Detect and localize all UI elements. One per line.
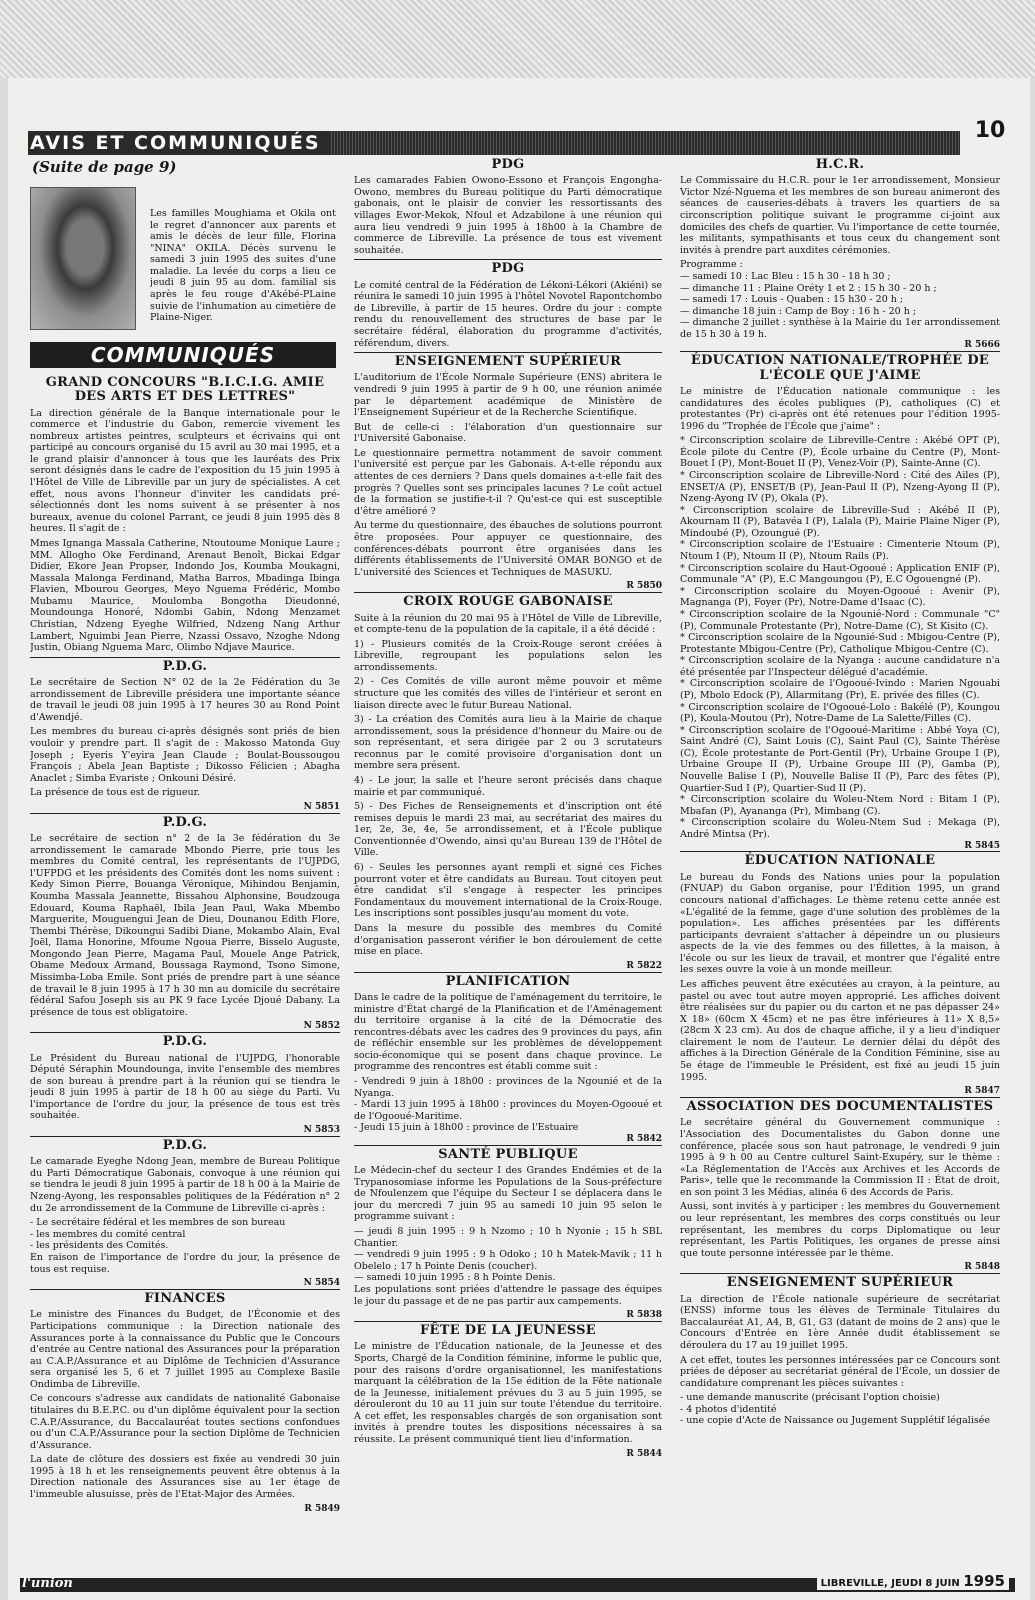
list-item: — dimanche 2 juillet : synthèse à la Mairie du 1er arrondissement de 15 h 30 à 19 h. xyxy=(680,317,1000,340)
reference-code: R 5848 xyxy=(964,1262,1000,1273)
list-item: - les présidents des Comités. xyxy=(30,1240,169,1252)
circonscription-item: * Circonscription scolaire de la Ngounié-Sud : Mbigou-Centre (P), Protestante Mbigou-Centre (Pr), Catholique Mbigou-Centre (C). xyxy=(680,632,1000,655)
reference-code: R 5822 xyxy=(626,960,662,971)
education-paragraph: Le bureau du Fonds des Nations unies pour la population (FNUAP) du Gabon organise, pour l'Édition 1995, un grand concours national d'affichages. Le thème retenu cette année est «L'égalité de la femme, gage d'une solution des problèmes de la population». Les affiches présentées par les différents participants devraient s'attacher à dépeindre un ou plusieurs aspects de la vie des femmes ou des fillettes, à la maison, à l'école ou sur les lieux de travail, et montrer que l'égalité entre les sexes ouvre la voie à un monde meilleur. xyxy=(680,871,1000,976)
circonscription-item: * Circonscription scolaire du Haut-Ogooué : Application ENIF (P), Communale "A" (P), E.C Mangoungou (P), E.C Ogouengné (P). xyxy=(680,562,1000,586)
list-item: — jeudi 8 juin 1995 : 9 h Nzomo ; 10 h Nyonie ; 15 h SBL Chantier. xyxy=(354,1226,662,1249)
list-item: - Jeudi 15 juin à 18h00 : province de l'Estuaire xyxy=(354,1122,579,1134)
circonscription-item: * Circonscription scolaire du Woleu-Ntem Nord : Bitam I (P), Mbafan (P), Ayananga (Pr), Mimbang (C). xyxy=(680,794,1000,817)
list-item: — dimanche 11 : Plaine Oréty 1 et 2 : 15 h 30 - 20 h ; xyxy=(680,282,937,294)
pdg-heading: P.D.G. xyxy=(162,658,208,674)
section-masthead xyxy=(28,131,960,155)
divider xyxy=(30,1289,340,1290)
croix-rouge-paragraph: 5) - Des Fiches de Renseignements et d'inscription ont été remises depuis le mardi 23 mai, au secrétariat des maires du 1er, 2e, 3e, 4e, 5e arrondissement, et à l'École publique Conventionnée d'Owendo, ainsi qu'au Bureau 139 de l'Hôtel de Ville. xyxy=(354,801,662,859)
divider xyxy=(354,1145,662,1146)
divider xyxy=(30,813,340,814)
croix-rouge-paragraph: Dans la mesure du possible des membres du Comité d'organisation passeront vérifier le bon déroulement de cette mise en place. xyxy=(354,922,662,958)
finances-paragraph: La date de clôture des dossiers est fixée au vendredi 30 juin 1995 à 18 h et les renseignements peuvent être obtenus à la Direction nationale des Assurances sise au 1er étage de l'immeuble alusuisse, près de l'Etat-Major des Armées. xyxy=(30,1454,340,1501)
divider xyxy=(354,352,662,353)
enseignement-paragraph: La direction de l'École nationale supérieure de secrétariat (ENSS) informe tous les élèves de Terminale Titulaires du Baccalauréat A1, A4, B, G1, G3 (datant de moins de 2 ans) que le Concours d'Entrée en 1ère Année dudit établissement se déroulera du 17 au 19 juillet 1995. xyxy=(680,1293,1000,1351)
section-title: AVIS ET COMMUNIQUÉS xyxy=(28,131,329,155)
footer-city-date: LIBREVILLE, JEUDI 8 JUIN xyxy=(820,1578,960,1589)
pdg-paragraph: Le comité central de la Fédération de Lékoni-Lékori (Akiéni) se réunira le samedi 10 juin 1995 à l'hôtel Novotel Rapontchombo de Libreville, à partir de 15 heures. Ordre du jour : compte rendu du renouvellement des structures de base par le secrétaire fédéral, élaboration du programme d'activités, référendum, divers. xyxy=(354,279,662,349)
finances-heading: FINANCES xyxy=(144,1291,226,1307)
page-footer xyxy=(20,1572,1015,1592)
footer-dateline xyxy=(817,1572,1009,1590)
reference-code: R 5838 xyxy=(626,1310,662,1321)
enseignement-paragraph: A cet effet, toutes les personnes intéressées par ce Concours sont priées de déposer au secrétariat général de l'École, un dossier de candidature comprenant les pièces suivantes : xyxy=(680,1354,1000,1389)
enseignement-paragraph: L'auditorium de l'École Normale Supérieure (ENS) abritera le vendredi 9 juin 1995 à partir de 9 h 00, une réunion animée par le département académique de Ministère de l'Enseignement Supérieur et de la Recherche Scientifique. xyxy=(354,372,662,419)
masthead-stripe xyxy=(328,131,960,155)
hcr-paragraph: Le Commissaire du H.C.R. pour le 1er arrondissement, Monsieur Victor Nzé-Nguema et les membres de son bureau animeront des séances de causeries-débats à travers les quartiers de sa circonscription politique suivant le programme ci-joint aux domiciles des chefs de quartier. Vu l'importance de cette tournée, les militants, sympathisants et tous ceux du changement sont invités à prendre part auxdites cérémonies. xyxy=(680,175,1000,256)
communiques-banner: COMMUNIQUÉS xyxy=(30,342,336,368)
enseignement-heading: ENSEIGNEMENT SUPÉRIEUR xyxy=(726,1275,954,1291)
list-item: - 4 photos d'identité xyxy=(680,1403,777,1415)
documentalistes-paragraph: Le secrétaire général du Gouvernement communique : l'Association des Documentalistes du Gabon donne une conférence, placée sous son haut patronage, le vendredi 9 juin 1995 à 9 h 00 au Centre culturel Saint-Exupéry, sur le thème : «La Réglementation de l'Accès aux Archives et les Accords de Paris», telle que le recommande la Commission II : État de droit, en son point 3 les Médias, alinéa 6 des Accords de Paris. xyxy=(680,1117,1000,1198)
pdg-paragraph: Le camarade Eyeghe Ndong Jean, membre de Bureau Politique du Parti Démocratique Gabonais, convoque à une réunion qui se tiendra le jeudi 8 juin 1995 à partir de 18 h 00 à la Mairie de Nzeng-Ayong, les responsables politiques de la Fédération n° 2 du 2e arrondissement de la Commune de Libreville ci-après : xyxy=(30,1156,340,1214)
planification-heading: PLANIFICATION xyxy=(445,973,571,989)
finances-paragraph: Ce concours s'adresse aux candidats de nationalité Gabonaise titulaires du B.E.P.C. ou d'un diplôme équivalent pour la section C.A.P./Assurance, du Baccalauréat toutes sections confondues ou d'un C.A.P./Assurance pour la section Diplôme de Technicien d'Assurance. xyxy=(30,1393,340,1451)
planification-paragraph: Dans le cadre de la politique de l'aménagement du territoire, le ministre d'État chargé de la Planification et de l'Aménagement du territoire organise à la cité de la Démocratie des rencontres-débats avec les cadres des 9 provinces du pays, afin de réfléchir ensemble sur les problèmes de développement socio-économique qui se posent dans chaque province. Le programme des rencontres est établi comme suit : xyxy=(354,991,662,1073)
divider xyxy=(354,1321,662,1322)
pdg-paragraph: Le secrétaire de Section N° 02 de la 2e Fédération du 3e arrondissement de Libreville présidera une importante séance de travail le jeudi 08 juin 1995 à 17 heures 30 au Rond Point d'Awendjé. xyxy=(30,677,340,723)
list-item: — samedi 10 juin 1995 : 8 h Pointe Denis. xyxy=(354,1272,556,1284)
column-2 xyxy=(354,156,662,1570)
sante-paragraph: Le Médecin-chef du secteur I des Grandes Endémies et de la Trypanosomiase informe les Populations de la Sous-préfecture de Nfoulenzem que l'équipe du Secteur I se déplacera dans le jour du mercredi 7 juin 95 au samedi 10 juin 95 selon le programme suivant : xyxy=(354,1165,662,1223)
divider xyxy=(354,972,662,973)
reference-code: N 5852 xyxy=(303,1021,340,1032)
enseignement-paragraph: Le questionnaire permettra notamment de savoir comment l'université est perçue par les Gabonais. A-t-elle répondu aux attentes de ces derniers ? Dans quels domaines a-t-elle fait des progrès ? Quelles sont ses principales lacunes ? Le coût actuel de la formation se justifie-t-il ? Qu'est-ce qui est susceptible d'être amélioré ? xyxy=(354,447,662,517)
sante-heading: SANTÉ PUBLIQUE xyxy=(438,1146,578,1162)
reference-code: R 5845 xyxy=(964,840,1000,851)
enseignement-paragraph: Au terme du questionnaire, des ébauches de solutions pourront être proposées. Pour appuyer ce questionnaire, des conférences-débats pourront être organisées dans les différents établissements de l'Université OMAR BONGO et de L'université des Sciences et Techniques de MASUKU. xyxy=(354,520,662,578)
scan-top-edge xyxy=(0,0,1035,78)
fete-paragraph: Le ministre de l'Éducation nationale, de la Jeunesse et des Sports, Chargé de la Condition féminine, informe le public que, pour des raisons d'ordre organisationnel, les manifestations marquant la célébration de la 15e édition de la Fête nationale de la Jeunesse, initialement prévues du 3 au 5 juin 1995, se dérouleront du 10 au 11 juin sur toute l'étendue du territoire. A cet effet, les responsables chargés de son organisation sont invités à prendre toutes les dispositions nécessaires à sa réussite. Le présent communiqué tient lieu d'information. xyxy=(354,1341,662,1445)
list-item: - Mardi 13 juin 1995 à 18h00 : provinces du Moyen-Ogooué et de l'Ogooué-Maritime. xyxy=(354,1099,662,1122)
circonscription-item: * Circonscription scolaire de l'Ogooué-Ivindo : Marien Ngouabi (P), Mbolo Edock (P), Allarmitang (Pr), E. privée des filles (C). xyxy=(680,678,1000,701)
pdg-paragraph: La présence de tous est de rigueur. xyxy=(30,787,201,799)
page-number: 10 xyxy=(974,118,1006,143)
circonscription-item: * Circonscription scolaire de Libreville-Centre : Akébé OPT (P), École pilote du Centre (P), École urbaine du Centre (P), Mont-Bouet I (P), Mont-Bouet II (P), Venez-Voir (P), Sainte-Anne (C). xyxy=(680,435,1000,470)
croix-rouge-paragraph: 2) - Ces Comités de ville auront même pouvoir et même structure que les comités des villes de l'intérieur et seront en liaison directe avec le futur Bureau National. xyxy=(354,676,662,711)
circonscription-item: * Circonscription scolaire de la Nyanga : aucune candidature n'a été présentée par l'Inspecteur délégué d'académie. xyxy=(680,655,1000,678)
list-item: - Le secrétaire fédéral et les membres de son bureau xyxy=(30,1217,286,1229)
reference-code: R 5850 xyxy=(626,581,662,592)
documentalistes-heading: ASSOCIATION DES DOCUMENTALISTES xyxy=(686,1099,994,1115)
column-1 xyxy=(30,374,340,1570)
circonscription-item: * Circonscription scolaire de l'Ogooué-Lolo : Bakélé (P), Koungou (P), Koula-Moutou (Pr), Notre-Dame de La Salette/Filles (C). xyxy=(680,701,1000,725)
pdg-paragraph: En raison de l'importance de l'ordre du jour, la présence de tous est requise. xyxy=(30,1251,340,1275)
fete-heading: FÊTE DE LA JEUNESSE xyxy=(420,1323,596,1339)
enseignement-paragraph: But de celle-ci : l'élaboration d'un questionnaire sur l'Université Gabonaise. xyxy=(354,421,662,445)
reference-code: R 5847 xyxy=(964,1086,1000,1097)
croix-rouge-paragraph: 6) - Seules les personnes ayant rempli et signé ces Fiches pourront voter et être candidats au Bureau. Tout citoyen peut être candidat s'il s'engage à respecter les principes Fondamentaux du mouvement international de la Croix-Rouge. Les inscriptions sont possibles jusqu'au moment du vote. xyxy=(354,862,662,920)
continuation-note: (Suite de page 9) xyxy=(32,158,177,176)
divider xyxy=(680,1097,1000,1098)
divider xyxy=(30,1136,340,1137)
divider xyxy=(354,259,662,260)
column-3 xyxy=(680,156,1000,1570)
education-paragraph: Le ministre de l'Éducation nationale communique : les candidatures des écoles publiques (P), catholiques (C) et protestantes (Pr) ci-après ont été retenues pour l'édition 1995-1996 du "Trophée de l'École que j'aime" : xyxy=(680,385,1000,432)
list-item: — samedi 17 : Louis - Quaben : 15 h30 - 20 h ; xyxy=(680,294,904,306)
reference-code: R 5842 xyxy=(626,1133,662,1144)
list-item: — dimanche 18 juin : Camp de Boy : 16 h - 20 h ; xyxy=(680,305,917,317)
enseignement-heading: ENSEIGNEMENT SUPÉRIEUR xyxy=(394,354,622,370)
pdg-paragraph: Les camarades Fabien Owono-Essono et François Engongha-Owono, membres du Bureau politique du Parti démocratique gabonais, ont le plaisir de convier les ressortissants des villages Ewor-Mekok, Nfoul et Adzabilone à une réunion qui aura lieu vendredi 9 juin 1995 à 18h00 à la Chambre de commerce de Libreville. La présence de tous est vivement souhaitée. xyxy=(354,175,662,256)
reference-code: R 5666 xyxy=(964,340,1000,351)
pdg-heading: P.D.G. xyxy=(162,814,208,830)
education-paragraph: Les affiches peuvent être exécutées au crayon, à la peinture, au pastel ou avec tout autre moyen approprié. Les affiches doivent être réalisées sur du papier ou du carton et ne pas dépasser 24» X 18» (60cm X 45cm) et ne pas être inférieures à 11» X 8,5» (28cm X 23 cm). Au dos de chaque affiche, il y a lieu d'indiquer clairement le nom de l'auteur. Le dernier délai du dépôt des affiches à la Direction Générale de la Condition Féminine, sise au 5e étage de l'immeuble le Président, est fixé au jeudi 15 juin 1995. xyxy=(680,978,1000,1083)
newspaper-logo: l'union xyxy=(22,1576,73,1591)
concours-paragraph: Mmes Ignanga Massala Catherine, Ntoutoume Monique Laure ; MM. Allogho Oke Ferdinand, Arenaut Benoît, Bickai Edgar Didier, Ekore Jean Propser, Indondo Jos, Koumba Moukagni, Massala Malonga Ferdinand, Matha Barros, Mbadinga Ibinga Flavien, Mbourou Georges, Meyo Nguema Frédéric, Mombo Mubamu Maurice, Moulomba Bongotha Dieudonné, Moundounga Honoré, Ndombi Gabin, Ndong Menzamet Christian, Ndzeng Eyeghe Wilfried, Ndzeng Nang Arthur Lambert, Nguimbi Jean Pierre, Nzassi Ossavo, Nzoghe Ndong Justin, Obiang Nguema Marc, Olimbo Ndjave Maurice. xyxy=(30,537,340,654)
finances-paragraph: Le ministre des Finances du Budget, de l'Économie et des Participations communique : la Direction nationale des Assurances porte à la connaissance du Public que le Concours d'entrée au Centre national des Assurances pour la préparation au C.A.P./Assurance et au Diplôme de Technicien d'Assurance sera organisé les 5, 6 et 7 juillet 1995 au Complexe Basile Ondimba de Libreville. xyxy=(30,1309,340,1390)
divider xyxy=(30,657,340,658)
circonscription-item: * Circonscription scolaire du Woleu-Ntem Sud : Mekaga (P), André Mintsa (Pr). xyxy=(680,817,1000,840)
hcr-program-label: Programme : xyxy=(680,259,743,271)
pdg-heading: P.D.G. xyxy=(162,1138,208,1154)
pdg-paragraph: Le secrétaire de section n° 2 de la 3e fédération du 3e arrondissement le camarade Mbondo Pierre, prie tous les membres du Comité central, les représentants de l'UJPDG, l'UFPDG et les présidents des Comités dont les noms suivent : Kedy Simon Pierre, Bouanga Véronique, Mihindou Benjamin, Koumba Massala Jeannette, Bissahou Alphonsine, Boudzouga Edouard, Kouma Raphaël, Ibila Jean Paul, Waka Mbembo Marguerite, Mouguengui Jean de Dieu, Dounanou Edith Flore, Thembi Thérèse, Dikoungui Sadibi Diane, Mokambo Alain, Eval Joël, Ilama Honorine, Mfoume Ngoua Pierre, Bisselo Auguste, Mongondo Jean Pierre, Magama Paul, Mouele Ange Patrick, Obame Medoux Armand, Boussaga Raymond, Tsono Simone, Missimba-Loba Emile. Sont priés de prendre part à une séance de travail le 8 juin 1995 à 17 h 30 mn au domicile du secrétaire fédéral Safou Joseph sis au PK 9 face Lycée Djoué Dabany. La présence de tous est obligatoire. xyxy=(30,833,340,1018)
list-item: - les membres du comité central xyxy=(30,1228,186,1240)
pdg-paragraph: Les membres du bureau ci-après désignés sont priés de bien vouloir y prendre part. Il s'agit de : Makosso Matonda Guy Joseph ; Eyeris Y'eyira Jean Claude ; Boulat-Boussougou François ; Abela Jean Baptiste ; Dikosso Félicien ; Abagha Anaclet ; Simba Evariste ; Onkouni Désiré. xyxy=(30,726,340,784)
reference-code: N 5851 xyxy=(303,801,340,812)
croix-rouge-paragraph: 3) - La création des Comités aura lieu à la Mairie de chaque arrondissement, sous la présidence d'honneur du Maire ou de son représentant, et sera dirigée par 2 ou 3 scrutateurs reconnus par le comité provisoire d'organisation dont un membre sera présent. xyxy=(354,714,662,772)
obituary-text: Les familles Moughiama et Okila ont le regret d'annoncer aux parents et amis le décès de leur fille, Florina "NINA" OKILA. Décès survenu le samedi 3 juin 1995 des suites d'une maladie. La levée du corps a lieu ce jeudi 8 juin 95 au dom. familial sis après le feu rouge d'Akébé-PLaine suivie de l'inhumation au cimetière de Plaine-Niger. xyxy=(150,208,336,324)
circonscription-item: * Circonscription scolaire du Moyen-Ogooué : Avenir (P), Magnanga (P), Foyer (Pr), Notre-Dame d'Isaac (C). xyxy=(680,585,1000,609)
footer-year: 1995 xyxy=(963,1572,1005,1590)
reference-code: R 5844 xyxy=(626,1448,662,1459)
concours-heading: GRAND CONCOURS "B.I.C.I.G. AMIE DES ARTS ET DES LETTRES" xyxy=(45,375,325,405)
circonscription-item: * Circonscription scolaire de l'Estuaire : Cimenterie Ntoum (P), Ntoum I (P), Ntoum II (P), Ntoum Rails (P). xyxy=(680,539,1000,563)
list-item: - une demande manuscrite (précisant l'option choisie) xyxy=(680,1392,940,1404)
circonscription-item: * Circonscription scolaire de la Ngounié-Nord : Communale "C" (P), Communale Protestante (Pr), Notre-Dame (C), St Kisito (C). xyxy=(680,608,1000,632)
croix-rouge-paragraph: 1) - Plusieurs comités de la Croix-Rouge seront créées à Libreville, regroupant les populations selon les arrondissements. xyxy=(354,638,662,673)
reference-code: N 5854 xyxy=(303,1278,340,1289)
list-item: - une copie d'Acte de Naissance ou Jugement Supplétif légalisée xyxy=(680,1415,990,1427)
circonscription-item: * Circonscription scolaire de l'Ogooué-Maritime : Abbé Yoya (C), Saint André (C), Saint Louis (C), Saint Paul (C), Sainte Thérèse (C), École protestante de Port-Gentil (Pr), Urbaine Groupe I (P), Urbaine Groupe II (P), Urbaine Groupe III (P), Gamba (P), Nouvelle Balise I (P), Nouvelle Balise II (P), Parc des fêtes (P), Quartier-Sud I (P), Quartier-Sud II (P). xyxy=(680,724,1000,794)
circonscription-item: * Circonscription scolaire de Libreville-Nord : Cité des Ailes (P), ENSET/A (P), ENSET/B (P), Jean-Paul II (P), Nzeng-Ayong II (P), Nzeng-Ayong IV (P), Okala (P). xyxy=(680,470,1000,505)
documentalistes-paragraph: Aussi, sont invités à y participer : les membres du Gouvernement ou leur représentant, les membres des corps constitués ou leur représentant, les membres du corps Diplomatique ou leur représentant, les Partis Politiques, les organes de presse ainsi que toute personne intéressée par le thème. xyxy=(680,1201,1000,1259)
pdg-paragraph: Le Président du Bureau national de l'UJPDG, l'honorable Député Séraphin Moundounga, invite l'ensemble des membres de son bureau à prendre part à la réunion qui se tiendra le jeudi 8 juin 1995 à partir de 18 h 00 au siège du Parti. Vu l'importance de l'ordre du jour, la présence de tous est très souhaitée. xyxy=(30,1052,340,1122)
pdg-heading: PDG xyxy=(491,157,525,172)
list-item: — vendredi 9 juin 1995 : 9 h Odoko ; 10 h Matek-Mavik ; 11 h Obelelo ; 17 h Pointe Denis (coucher). xyxy=(354,1249,662,1272)
obituary-notice xyxy=(150,208,336,327)
obituary-portrait-photo xyxy=(30,187,136,330)
education-trophee-heading: ÉDUCATION NATIONALE/TROPHÉE DE L'ÉCOLE QUE J'AIME xyxy=(690,353,990,383)
sante-paragraph: Les populations sont priées d'attendre le passage des équipes le jour du passage et de ne pas partir aux campements. xyxy=(354,1283,662,1307)
list-item: — samedi 10 : Lac Bleu : 15 h 30 - 18 h 30 ; xyxy=(680,270,891,282)
concours-paragraph: La direction générale de la Banque internationale pour le commerce et l'industrie du Gabon, remercie vivement les nombreux artistes peintres, sculpteurs et écrivains qui ont participé au concours organisé du 15 avril au 30 mai 1995, et a le grand plaisir d'annoncer à tous que les lauréats des Prix seront désignés dans le cadre de l'exposition du 15 juin 1995 à l'Hôtel de Ville de Libreville par un jury de spécialistes. A cet effet, nous avons l'honneur d'inviter les candidats pré-sélectionnés dont les noms suivent à se présenter à nos bureaux, avenue du colonel Parrant, ce jeudi 8 juin 1995 dès 8 heures. Il s'agit de : xyxy=(30,407,340,535)
list-item: - Vendredi 9 juin à 18h00 : provinces de la Ngounié et de la Nyanga. xyxy=(354,1076,662,1099)
croix-rouge-paragraph: 4) - Le jour, la salle et l'heure seront précisés dans chaque mairie et par communiqué. xyxy=(354,775,662,798)
education-nationale-heading: ÉDUCATION NATIONALE xyxy=(744,853,936,869)
reference-code: R 5849 xyxy=(304,1503,340,1514)
reference-code: N 5853 xyxy=(303,1125,340,1136)
pdg-heading: P.D.G. xyxy=(162,1034,208,1050)
croix-rouge-heading: CROIX ROUGE GABONAISE xyxy=(403,594,613,610)
pdg-heading: PDG xyxy=(491,261,525,277)
divider xyxy=(354,592,662,593)
hcr-heading: H.C.R. xyxy=(815,157,865,172)
croix-rouge-paragraph: Suite à la réunion du 20 mai 95 à l'Hôtel de Ville de Libreville, et compte-tenu de la population de la capitale, il a été décidé : xyxy=(354,612,662,636)
divider xyxy=(30,1032,340,1033)
circonscription-item: * Circonscription scolaire de Libreville-Sud : Akébé II (P), Akournam II (P), Batavéa I (P), Lalala (P), Mairie Plaine Niger (P), Mindoubé (P), Ozoungué (P). xyxy=(680,504,1000,539)
